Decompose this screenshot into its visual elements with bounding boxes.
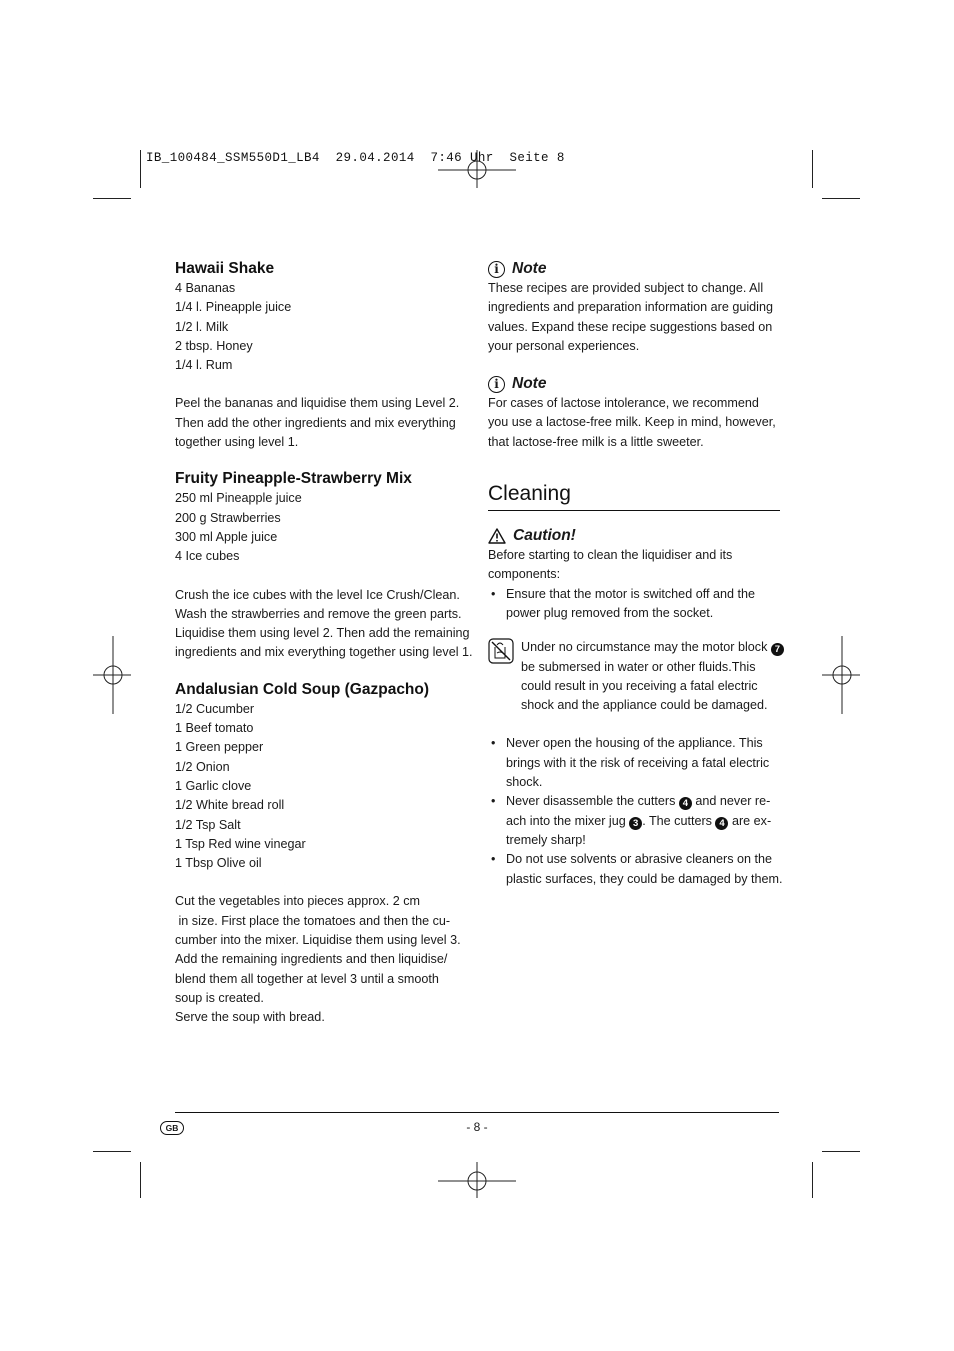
note-2-text: For cases of lactose intolerance, we recommend you use a lactose-free milk. Keep in mind, however, that lactose-free milk is a little sweeter.: [488, 396, 776, 449]
pineapple-steps: Crush the ice cubes with the level Ice Crush/Clean. Wash the strawberries and remove the green parts. Liquidise them using level 2. Then add the remaining ingredients and mix everything together using level 1.: [175, 587, 473, 660]
hawaii-steps: Peel the bananas and liquidise them using Level 2. Then add the other ingredients and mix everything together using level 1.: [175, 396, 460, 450]
part-number-badge: 4: [679, 797, 692, 810]
info-icon: i: [488, 261, 505, 278]
hawaii-ingredients: 4 Bananas 1/4 l. Pineapple juice 1/2 l. Milk 2 tbsp. Honey 1/4 l. Rum: [175, 281, 292, 373]
cleaning-intro: Before starting to clean the liquidiser and its components:: [488, 548, 733, 582]
warning-triangle-icon: [488, 528, 506, 544]
gazpacho-steps: Cut the vegetables into pieces approx. 2 cm in size. First place the tomatoes and then the cu- cumber into the mixer. Liquidise them using level 3. Add the remaining ingredients and then liquidise/ blend them all together at level 3 until a smooth soup is created. Serve the soup with bread.: [175, 894, 461, 1025]
pineapple-mix-title: Fruity Pineapple-Strawberry Mix: [175, 470, 412, 488]
part-number-badge: 4: [715, 817, 728, 830]
no-water-icon: [488, 638, 514, 664]
list-item: • Ensure that the motor is switched off and the power plug removed from the socket.: [491, 586, 755, 620]
note-1-text: These recipes are provided subject to change. All ingredients and preparation information are guiding values. Expand these recipe suggestions based on your personal experiences.: [488, 281, 773, 353]
note-heading-2: i Note: [488, 374, 780, 394]
gazpacho-title: Andalusian Cold Soup (Gazpacho): [175, 680, 430, 698]
page-number: - 8 -: [466, 1120, 488, 1134]
footer-rule: [175, 1112, 779, 1113]
print-slug: IB_100484_SSM550D1_LB4 29.04.2014 7:46 Uhr Seite 8: [146, 151, 565, 165]
cleaning-title: Cleaning: [488, 481, 780, 511]
info-icon: i: [488, 376, 505, 393]
caution-heading: Caution!: [488, 526, 780, 546]
gazpacho-ingredients: 1/2 Cucumber 1 Beef tomato 1 Green pepper 1/2 Onion 1 Garlic clove 1/2 White bread roll 1/2 Tsp Salt 1 Tsp Red wine vinegar 1 Tbsp Olive oil: [175, 701, 306, 871]
cleaning-bullets-2: [488, 734, 783, 888]
part-number-badge: 7: [771, 643, 784, 656]
cleaning-bullets-1: [488, 585, 780, 624]
left-column: [175, 259, 473, 1028]
water-warning: Under no circumstance may the motor block 7 be submersed in water or other fluids.This could result in you receiving a fatal electric shock and the appliance could be damaged.: [488, 638, 780, 715]
part-number-badge: 3: [629, 817, 642, 830]
list-item: • Never disassemble the cutters 4 and never re- ach into the mixer jug 3 . The cutters 4 are ex- tremely sharp!: [491, 794, 772, 847]
list-item: • Do not use solvents or abrasive cleaners on the plastic surfaces, they could be damaged by them.: [491, 852, 783, 886]
list-item: • Never open the housing of the appliance. This brings with it the risk of receiving a fatal electric shock.: [491, 736, 770, 790]
hawaii-shake-title: Hawaii Shake: [175, 260, 275, 277]
right-column: [488, 259, 783, 889]
pineapple-ingredients: 250 ml Pineapple juice 200 g Strawberries 300 ml Apple juice 4 Ice cubes: [175, 491, 302, 564]
note-heading-1: i Note: [488, 259, 780, 279]
language-badge: GB: [160, 1121, 184, 1135]
